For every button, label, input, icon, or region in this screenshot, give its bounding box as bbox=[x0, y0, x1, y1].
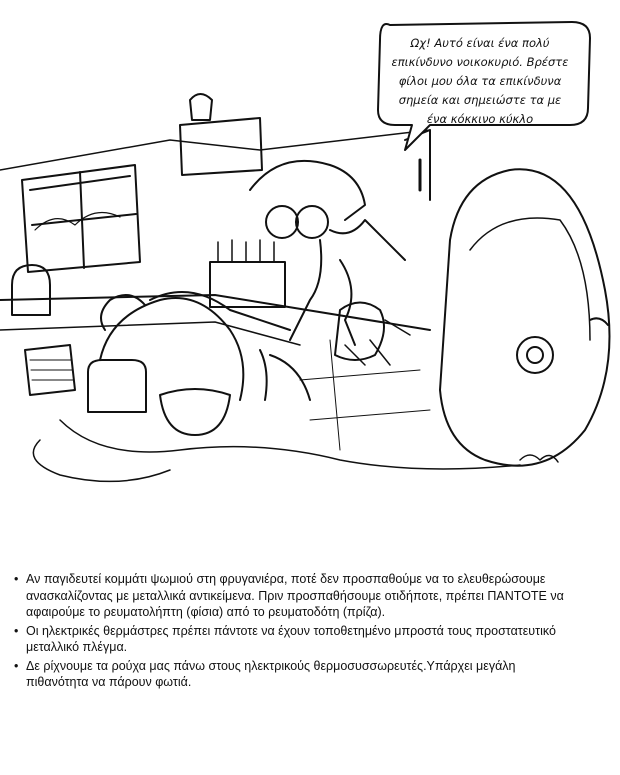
caption-item-heater bbox=[14, 623, 610, 656]
safety-caption bbox=[14, 571, 610, 693]
speech-line: Ωχ! Αυτό είναι ένα πολύ bbox=[410, 36, 550, 50]
bowl-icon bbox=[160, 389, 230, 435]
speech-line: σημεία και σημειώστε τα με bbox=[398, 93, 562, 107]
caption-line: ανασκαλίζοντας με μεταλλικά αντικείμενα. Πριν προσπαθήσουμε οτιδήποτε, πρέπει ΠΑΝΤΟΤΕ να bbox=[26, 588, 564, 603]
caption-item-toaster bbox=[14, 571, 610, 621]
caption-line: Δε ρίχνουμε τα ρούχα μας πάνω στους ηλεκτρικούς θερμοσυσσωρευτές.Υπάρχει μεγάλη bbox=[26, 658, 516, 673]
fallen-chair bbox=[335, 303, 410, 366]
speech-line: φίλοι μου όλα τα επικίνδυνα bbox=[398, 74, 562, 88]
man-with-toaster bbox=[100, 292, 310, 400]
caption-line: αφαιρούμε το ρευματολήπτη (φίσια) από το ρευματοδότη (πρίζα). bbox=[26, 605, 386, 619]
speech-line: ένα κόκκινο κύκλο bbox=[426, 112, 534, 126]
caption-line: πιθανότητα να πάρουν φωτιά. bbox=[26, 675, 192, 689]
caption-line: Οι ηλεκτρικές θερμάστρες πρέπει πάντοτε να έχουν τοποθετημένο μπροστά τους προστατευτικό bbox=[26, 623, 556, 638]
bullet-icon: • bbox=[14, 658, 19, 673]
vase-icon bbox=[190, 94, 212, 120]
bullet-icon: • bbox=[14, 572, 19, 586]
window bbox=[22, 165, 140, 272]
caption-line: Αν παγιδευτεί κομμάτι ψωμιού στη φρυγανιέρα, ποτέ δεν προσπαθούμε να το ελευθερώσουμε bbox=[26, 572, 546, 586]
caption-line: μεταλλικό πλέγμα. bbox=[26, 640, 128, 654]
speech-bubble-text bbox=[380, 34, 580, 129]
toaster-icon bbox=[88, 360, 146, 412]
speech-line: επικίνδυνο νοικοκυριό. Βρέστε bbox=[391, 55, 569, 69]
electric-heater bbox=[440, 169, 610, 465]
wall-cabinet bbox=[180, 118, 262, 175]
bullet-icon: • bbox=[14, 623, 19, 638]
caption-item-clothes bbox=[14, 658, 610, 691]
